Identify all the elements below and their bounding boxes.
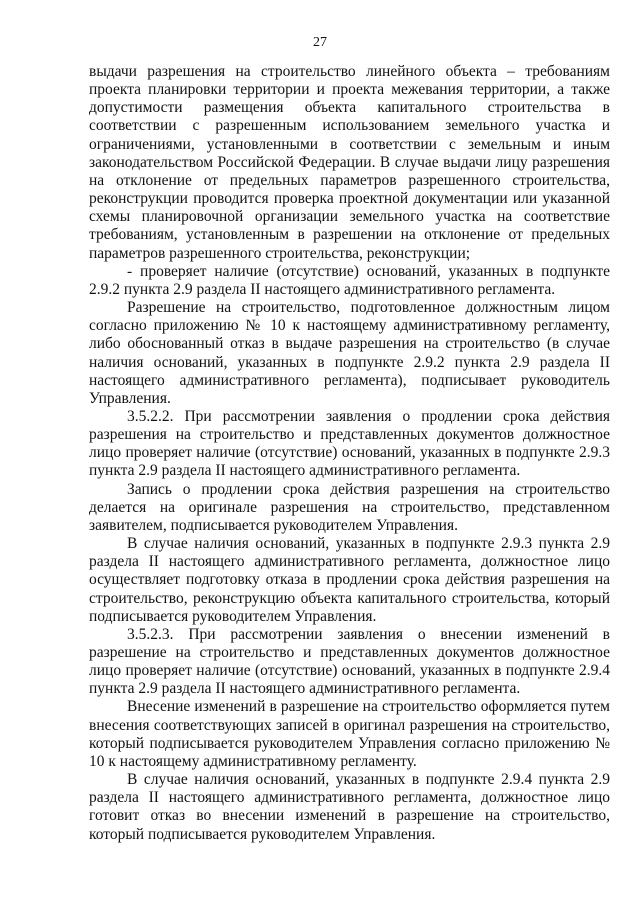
- paragraph-9: В случае наличия оснований, указанных в подпункте 2.9.4 пункта 2.9 раздела II настоящего административного регламента, должностное лицо готовит отказ во внесении изменений в разрешение на строительство, который подписывается руководителем Управления.: [89, 771, 610, 843]
- document-body: [89, 63, 610, 844]
- paragraph-7: 3.5.2.3. При рассмотрении заявления о внесении изменений в разрешение на строительство и представленных документов должностное лицо проверяет наличие (отсутствие) оснований, указанных в подпункте 2.9.4 пункта 2.9 раздела II настоящего административного регламента.: [89, 625, 610, 698]
- paragraph-5: Запись о продлении срока действия разрешения на строительство делается на оригинале разрешения на строительство, представленном заявителем, подписывается руководителем Управления.: [89, 480, 610, 534]
- paragraph-3: Разрешение на строительство, подготовленное должностным лицом согласно приложению № 10 к настоящему административному регламенту, либо обоснованный отказ в выдаче разрешения на строительство (в случае наличия оснований, указанных в подпункте 2.9.2 пункта 2.9 раздела II настоящего административного регламента), подписывает руководитель Управления.: [89, 299, 610, 407]
- paragraph-2: - проверяет наличие (отсутствие) оснований, указанных в подпункте 2.9.2 пункта 2.9 раздела II настоящего административного регламента.: [89, 262, 610, 298]
- paragraph-8: Внесение изменений в разрешение на строительство оформляется путем внесения соответствующих записей в оригинал разрешения на строительство, который подписывается руководителем Управления согласно приложению № 10 к настоящему административному регламенту.: [89, 698, 610, 770]
- paragraph-6: В случае наличия оснований, указанных в подпункте 2.9.3 пункта 2.9 раздела II настоящего административного регламента, должностное лицо осуществляет подготовку отказа в продлении срока действия разрешения на строительство, реконструкцию объекта капитального строительства, который подписывается руководителем Управления.: [89, 535, 610, 625]
- paragraph-4: 3.5.2.2. При рассмотрении заявления о продлении срока действия разрешения на строительство и представленных документов должностное лицо проверяет наличие (отсутствие) оснований, указанных в подпункте 2.9.3 пункта 2.9 раздела II настоящего административного регламента.: [89, 407, 610, 480]
- paragraph-1: выдачи разрешения на строительство линейного объекта – требованиям проекта планировки территории и проекта межевания территории, а также допустимости размещения объекта капитального строительства в соответствии с разрешенным использованием земельного участка и ограничениями, установленными в соответствии с земельным и иным законодательством Российской Федерации. В случае выдачи лицу разрешения на отклонение от предельных параметров разрешенного строительства, реконструкции проводится проверка проектной документации или указанной схемы планировочной организации земельного участка на соответствие требованиям, установленным в разрешении на отклонение от предельных параметров разрешенного строительства, реконструкции;: [89, 63, 610, 262]
- page-number: 27: [313, 35, 327, 50]
